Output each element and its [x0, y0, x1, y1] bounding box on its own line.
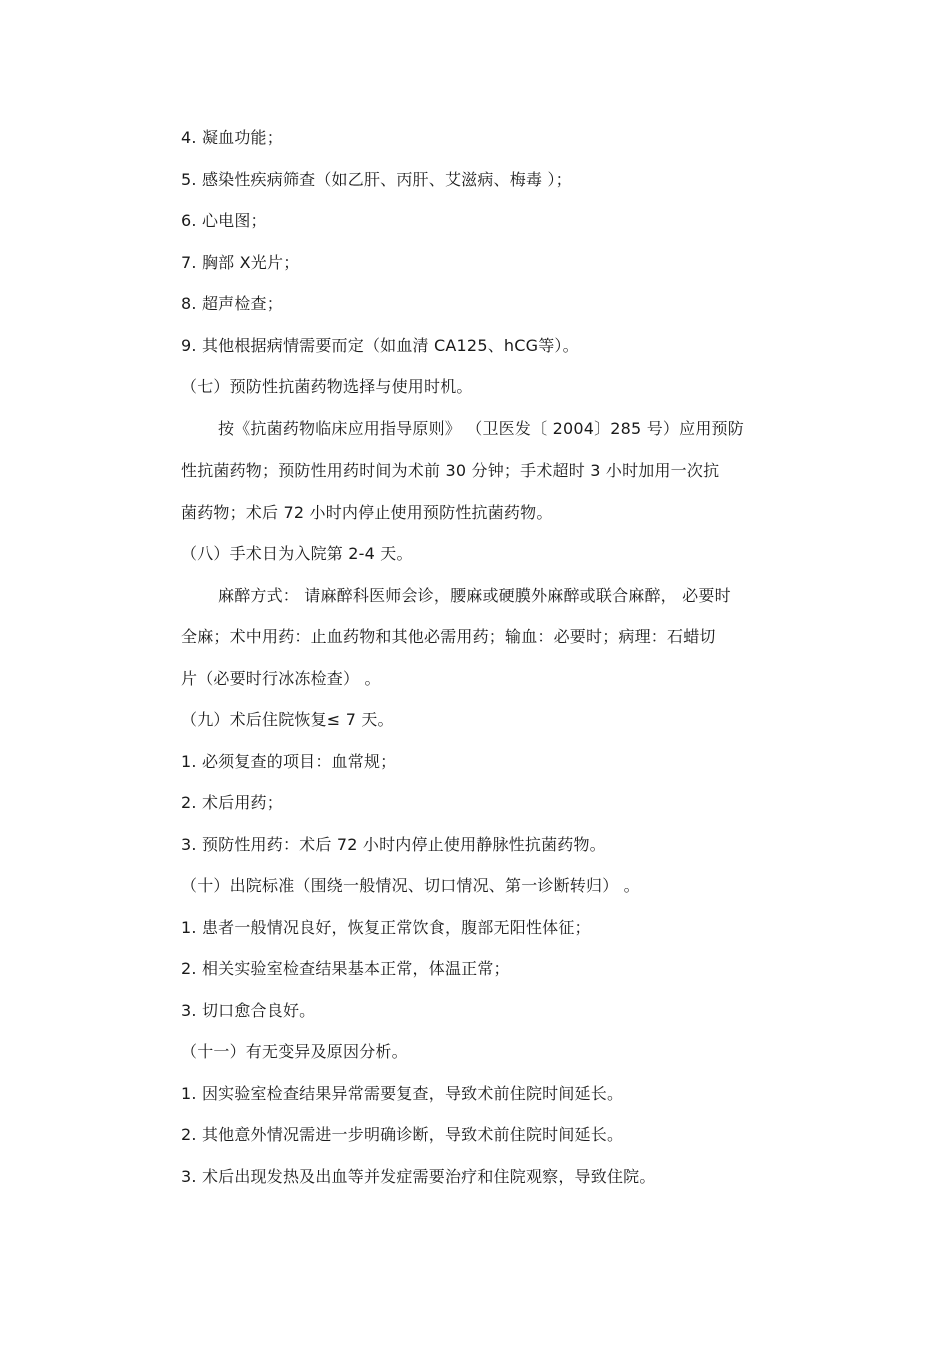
section-7-heading: （七）预防性抗菌药物选择与使用时机。	[181, 377, 473, 396]
item-5-infection-screening: 5. 感染性疾病筛查（如乙肝、丙肝、艾滋病、梅毒 ）；	[181, 170, 572, 189]
section-11-item-2: 2. 其他意外情况需进一步明确诊断，导致术前住院时间延长。	[181, 1125, 624, 1144]
item-9-other-tests: 9. 其他根据病情需要而定（如血清 CA125、hCG等）。	[181, 336, 579, 355]
section-8-heading: （八）手术日为入院第 2-4 天。	[181, 544, 413, 563]
section-7-para-line-1: 按《抗菌药物临床应用指导原则》 （卫医发〔 2004〕285 号）应用预防	[218, 419, 744, 438]
section-9-item-2: 2. 术后用药；	[181, 793, 283, 812]
item-7-chest-xray: 7. 胸部 X光片；	[181, 253, 300, 272]
section-9-heading: （九）术后住院恢复≤ 7 天。	[181, 710, 394, 729]
section-11-heading: （十一）有无变异及原因分析。	[181, 1042, 408, 1061]
item-8-ultrasound: 8. 超声检查；	[181, 294, 283, 313]
section-9-item-3: 3. 预防性用药：术后 72 小时内停止使用静脉性抗菌药物。	[181, 835, 606, 854]
section-7-para-line-2: 性抗菌药物；预防性用药时间为术前 30 分钟；手术超时 3 小时加用一次抗	[181, 461, 720, 480]
section-8-para-line-2: 全麻；术中用药：止血药物和其他必需用药；输血：必要时；病理：石蜡切	[181, 627, 716, 646]
section-10-heading: （十）出院标准（围绕一般情况、切口情况、第一诊断转归） 。	[181, 876, 640, 895]
section-11-item-3: 3. 术后出现发热及出血等并发症需要治疗和住院观察，导致住院。	[181, 1167, 656, 1186]
item-4-coagulation: 4. 凝血功能；	[181, 128, 283, 147]
section-8-para-line-3: 片（必要时行冰冻检查） 。	[181, 669, 381, 688]
section-9-item-1: 1. 必须复查的项目：血常规；	[181, 752, 397, 771]
section-10-item-2: 2. 相关实验室检查结果基本正常，体温正常；	[181, 959, 510, 978]
item-6-ecg: 6. 心电图；	[181, 211, 267, 230]
section-10-item-1: 1. 患者一般情况良好，恢复正常饮食，腹部无阳性体征；	[181, 918, 591, 937]
section-8-para-line-1: 麻醉方式： 请麻醉科医师会诊，腰麻或硬膜外麻醉或联合麻醉， 必要时	[218, 586, 731, 605]
section-11-item-1: 1. 因实验室检查结果异常需要复查，导致术前住院时间延长。	[181, 1084, 624, 1103]
section-10-item-3: 3. 切口愈合良好。	[181, 1001, 316, 1020]
section-7-para-line-3: 菌药物；术后 72 小时内停止使用预防性抗菌药物。	[181, 503, 553, 522]
